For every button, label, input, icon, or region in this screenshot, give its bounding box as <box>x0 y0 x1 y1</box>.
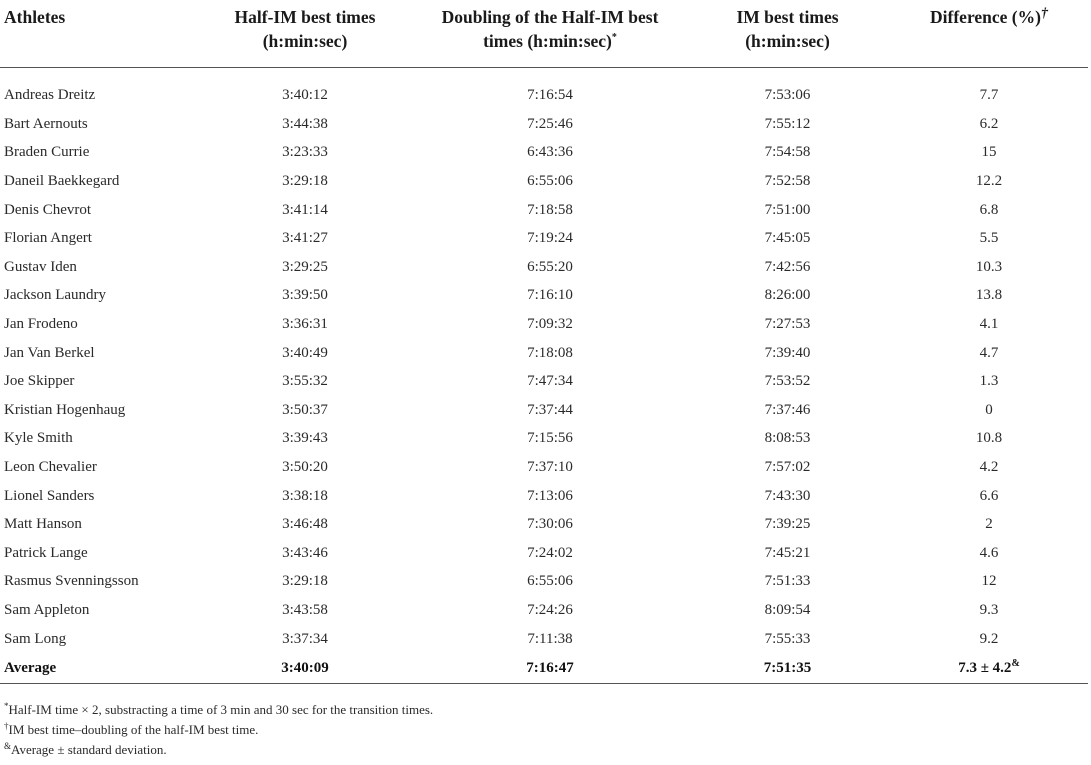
half-im-time-cell: 3:43:58 <box>282 601 328 618</box>
athlete-name-cell: Joe Skipper <box>4 373 75 390</box>
athlete-name-cell: Patrick Lange <box>4 544 88 561</box>
half-im-time-cell: 3:43:46 <box>282 544 328 561</box>
doubling-time-cell: 7:16:54 <box>527 87 573 104</box>
average-im-time-cell: 7:51:35 <box>685 653 890 684</box>
doubling-time-cell: 6:55:06 <box>527 573 573 590</box>
header-difference <box>890 0 1088 67</box>
footnote-text: Half-IM time × 2, substracting a time of 3 min and 30 sec for the transition times. <box>8 702 434 717</box>
difference-cell: 15 <box>981 144 997 161</box>
difference-cell: 7.7 <box>979 87 999 104</box>
average-row <box>0 653 1088 684</box>
difference-cell: 5.5 <box>979 230 999 247</box>
half-im-time-cell: 3:40:49 <box>282 344 328 361</box>
difference-cell: 12.2 <box>975 173 1003 190</box>
doubling-time-cell: 7:37:44 <box>527 401 573 418</box>
table-row <box>0 453 1088 482</box>
difference-cell: 6.6 <box>979 487 999 504</box>
im-time-cell: 7:57:02 <box>764 459 811 476</box>
doubling-time-cell: 7:16:10 <box>527 287 573 304</box>
table-row <box>0 67 1088 110</box>
footnote-mark: & <box>4 741 12 751</box>
athlete-name-cell: Jackson Laundry <box>4 287 107 304</box>
doubling-time-cell: 7:24:26 <box>527 601 573 618</box>
table-row <box>0 310 1088 339</box>
doubling-time-cell: 6:55:20 <box>527 258 573 275</box>
im-time-cell: 8:09:54 <box>764 601 811 618</box>
table-row <box>0 625 1088 654</box>
header-athletes <box>0 0 195 67</box>
athlete-name-cell: Florian Angert <box>4 230 92 247</box>
im-time-cell: 7:52:58 <box>764 173 811 190</box>
doubling-time-cell: 6:55:06 <box>527 173 573 190</box>
doubling-time-cell: 7:18:08 <box>527 344 573 361</box>
header-difference-footnote-mark: † <box>1040 6 1048 21</box>
footnote <box>4 720 433 740</box>
im-time-cell: 7:51:00 <box>764 201 811 218</box>
im-time-cell: 7:45:21 <box>764 544 811 561</box>
half-im-time-cell: 3:46:48 <box>282 516 328 533</box>
header-doubling-footnote-mark: * <box>611 32 617 44</box>
header-doubling <box>415 0 685 67</box>
difference-cell: 9.3 <box>979 601 999 618</box>
doubling-time-cell: 6:43:36 <box>527 144 573 161</box>
half-im-time-cell: 3:36:31 <box>282 316 328 333</box>
half-im-time-cell: 3:23:33 <box>282 144 328 161</box>
average-difference-cell <box>890 653 1088 684</box>
table-row <box>0 139 1088 168</box>
half-im-time-cell: 3:41:27 <box>282 230 328 247</box>
average-athlete-name-cell: Average <box>0 653 195 684</box>
table-row <box>0 224 1088 253</box>
im-time-cell: 7:27:53 <box>764 316 811 333</box>
athlete-name-cell: Rasmus Svenningsson <box>4 573 139 590</box>
average-difference-value: 7.3 ± 4.2 <box>958 659 1012 676</box>
table-row <box>0 596 1088 625</box>
header-athletes-label: Athletes <box>4 7 66 27</box>
im-time-cell: 7:37:46 <box>764 401 811 418</box>
half-im-time-cell: 3:29:25 <box>282 258 328 275</box>
athlete-name-cell: Jan Frodeno <box>4 316 78 333</box>
athlete-name-cell: Leon Chevalier <box>4 459 97 476</box>
header-difference-label: Difference (%) <box>930 7 1041 27</box>
athlete-name-cell: Bart Aernouts <box>4 115 88 132</box>
table-row <box>0 539 1088 568</box>
athlete-name-cell: Denis Chevrot <box>4 201 92 218</box>
table-header <box>0 0 1088 67</box>
table-row <box>0 425 1088 454</box>
half-im-time-cell: 3:39:50 <box>282 287 328 304</box>
half-im-time-cell: 3:29:18 <box>282 573 328 590</box>
footnote-mark: * <box>4 701 9 711</box>
table-row <box>0 510 1088 539</box>
half-im-time-cell: 3:40:12 <box>282 87 328 104</box>
athlete-name-cell: Sam Appleton <box>4 601 90 618</box>
im-time-cell: 7:42:56 <box>764 258 811 275</box>
athlete-name-cell: Kristian Hogenhaug <box>4 401 126 418</box>
doubling-time-cell: 7:15:56 <box>527 430 573 447</box>
average-difference-footnote-mark: & <box>1011 657 1020 669</box>
table-row <box>0 339 1088 368</box>
im-time-cell: 7:55:12 <box>764 115 811 132</box>
difference-cell: 4.2 <box>979 459 999 476</box>
difference-cell: 6.8 <box>979 201 999 218</box>
table-row <box>0 367 1088 396</box>
athlete-name-cell: Lionel Sanders <box>4 487 95 504</box>
average-half-im-time-cell: 3:40:09 <box>195 653 415 684</box>
footnote <box>4 740 433 760</box>
footnote-mark: † <box>4 721 9 731</box>
difference-cell: 10.8 <box>975 430 1003 447</box>
half-im-time-cell: 3:50:20 <box>282 459 328 476</box>
difference-cell: 9.2 <box>979 630 999 647</box>
half-im-time-cell: 3:29:18 <box>282 173 328 190</box>
half-im-time-cell: 3:55:32 <box>282 373 328 390</box>
table-row <box>0 110 1088 139</box>
athlete-name-cell: Gustav Iden <box>4 258 77 275</box>
header-im-line2: (h:min:sec) <box>745 31 830 51</box>
im-time-cell: 7:55:33 <box>764 630 811 647</box>
doubling-time-cell: 7:24:02 <box>527 544 573 561</box>
difference-cell: 0 <box>985 401 993 418</box>
difference-cell: 1.3 <box>979 373 999 390</box>
im-time-cell: 7:39:40 <box>764 344 811 361</box>
difference-cell: 4.1 <box>979 316 999 333</box>
im-time-cell: 8:26:00 <box>764 287 811 304</box>
im-time-cell: 7:51:33 <box>764 573 811 590</box>
athlete-name-cell: Sam Long <box>4 630 67 647</box>
header-doubling-line2: times (h:min:sec) <box>483 31 612 51</box>
doubling-time-cell: 7:37:10 <box>527 459 573 476</box>
footnote-text: IM best time–doubling of the half-IM best time. <box>8 722 259 737</box>
table-row <box>0 282 1088 311</box>
header-row <box>0 0 1088 67</box>
doubling-time-cell: 7:30:06 <box>527 516 573 533</box>
footnotes <box>4 700 433 760</box>
doubling-time-cell: 7:19:24 <box>527 230 573 247</box>
doubling-time-cell: 7:25:46 <box>527 115 573 132</box>
athlete-name-cell: Kyle Smith <box>4 430 73 447</box>
difference-cell: 6.2 <box>979 115 999 132</box>
half-im-time-cell: 3:39:43 <box>282 430 328 447</box>
im-time-cell: 7:53:52 <box>764 373 811 390</box>
difference-cell: 13.8 <box>975 287 1003 304</box>
difference-cell: 4.6 <box>979 544 999 561</box>
half-im-time-cell: 3:37:34 <box>282 630 328 647</box>
athlete-name-cell: Matt Hanson <box>4 516 82 533</box>
table-row <box>0 568 1088 597</box>
doubling-time-cell: 7:11:38 <box>527 630 573 647</box>
doubling-time-cell: 7:47:34 <box>527 373 573 390</box>
table-row <box>0 396 1088 425</box>
im-time-cell: 8:08:53 <box>764 430 811 447</box>
im-time-cell: 7:43:30 <box>764 487 811 504</box>
difference-cell: 12 <box>981 573 997 590</box>
im-time-cell: 7:45:05 <box>764 230 811 247</box>
im-time-cell: 7:39:25 <box>764 516 811 533</box>
footnote-text: Average ± standard deviation. <box>11 742 167 757</box>
difference-cell: 2 <box>985 516 993 533</box>
header-half-im-line1: Half-IM best times <box>234 7 376 27</box>
header-half-im <box>195 0 415 67</box>
header-im <box>685 0 890 67</box>
half-im-time-cell: 3:44:38 <box>282 115 328 132</box>
athlete-name-cell: Andreas Dreitz <box>4 87 96 104</box>
table-row <box>0 482 1088 511</box>
header-half-im-line2: (h:min:sec) <box>262 31 348 51</box>
difference-cell: 4.7 <box>979 344 999 361</box>
footnote <box>4 700 433 720</box>
header-doubling-line2-wrap <box>419 29 681 53</box>
doubling-time-cell: 7:13:06 <box>527 487 573 504</box>
half-im-time-cell: 3:41:14 <box>282 201 328 218</box>
im-time-cell: 7:53:06 <box>764 87 811 104</box>
header-doubling-line1: Doubling of the Half-IM best <box>441 7 659 27</box>
doubling-time-cell: 7:09:32 <box>527 316 573 333</box>
table-row <box>0 196 1088 225</box>
half-im-time-cell: 3:50:37 <box>282 401 328 418</box>
table-row <box>0 253 1088 282</box>
athlete-name-cell: Daneil Baekkegard <box>4 173 120 190</box>
header-im-line1: IM best times <box>736 7 839 27</box>
athlete-name-cell: Jan Van Berkel <box>4 344 95 361</box>
doubling-time-cell: 7:18:58 <box>527 201 573 218</box>
difference-cell: 10.3 <box>975 258 1003 275</box>
half-im-time-cell: 3:38:18 <box>282 487 328 504</box>
table-row <box>0 167 1088 196</box>
athlete-name-cell: Braden Currie <box>4 144 90 161</box>
table-body <box>0 67 1088 684</box>
average-doubling-time-cell: 7:16:47 <box>415 653 685 684</box>
im-time-cell: 7:54:58 <box>764 144 811 161</box>
